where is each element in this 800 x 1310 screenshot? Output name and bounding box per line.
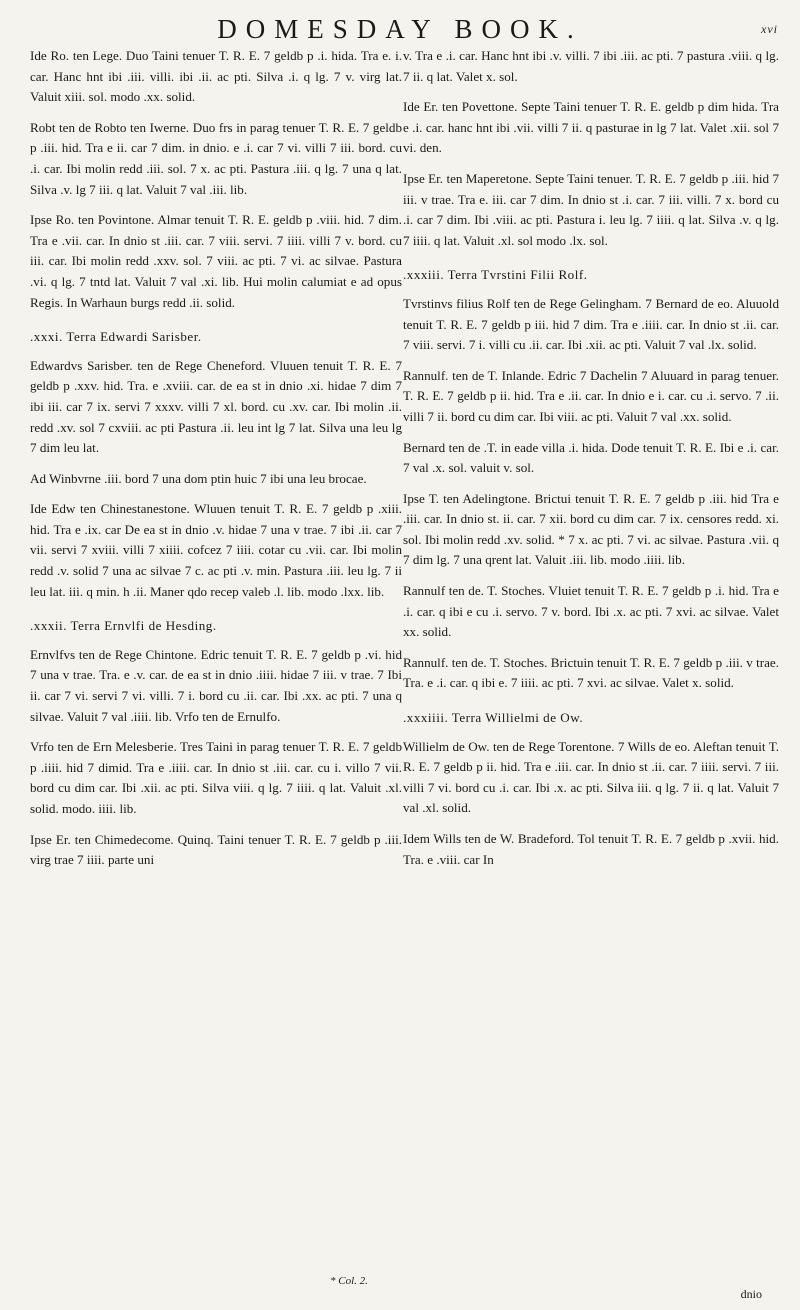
manor-entry: Edwardvs Sarisber. ten de Rege Cheneford. Vluuen tenuit T. R. E. 7 geldb p .xxv. hid. Tra. e .xviii. car. de ea st in dnio .xi. hidae 7 dim 7 ibi iii. car 7 ix. servi 7 xxxv. villi 7 xl. bord. cu .xv. car. Ibi molin .ii. redd .xv. sol 7 cxviii. ac pti Pastura .ii. leu int lg 7 lat. Silva una leu lg 7 dim leu lat. bbox=[30, 357, 402, 456]
manor-entry: Ipse Er. ten Maperetone. Septe Taini tenuer. T. R. E. 7 geldb p .iii. hid 7 iii. v trae. Tra e. iii. car 7 dim. In dnio st .i. car. 7 iii. villi. 7 x. bord cu .i. car 7 dim. Ibi .viii. ac pti. Pastura i. leu lg. 7 iiii. q lat. Silva .v. q lg. 7 iiii. q lat. Valuit .xl. sol modo .lx. sol. bbox=[403, 170, 779, 248]
left-column bbox=[30, 46, 402, 871]
manor-entry: Idem Wills ten de W. Bradeford. Tol tenuit T. R. E. 7 geldb p .xvii. hid. Tra. e .viii. car In bbox=[403, 831, 779, 867]
chapter-heading: .xxxii. Terra Ernvlfi de Hesding. bbox=[30, 618, 217, 634]
manor-entry: Tvrstinvs filius Rolf ten de Rege Gelingham. 7 Bernard de eo. Aluuold tenuit T. R. E. 7 geldb p iii. hid 7 dim. Tra e .iiii. car. In dnio st .ii. car. 7 viii. servi. 7 i. villi cu .ii. car. Ibi .xii. ac pti. Valuit 7 val .lx. solid. bbox=[403, 295, 779, 353]
chapter-heading: .xxxi. Terra Edwardi Sarisber. bbox=[30, 329, 202, 345]
manor-entry: Vrfo ten de Ern Melesberie. Tres Taini in parag tenuer T. R. E. 7 geldb p .iiii. hid 7 dimid. Tra e .iiii. car. In dnio st .iii. car. cu i. villo 7 vii. bord cu dim car. Ibi .xii. ac pti. Silva viii. q lg. 7 iiii. q lat. Valuit .xl. solid. modo. iiii. lib. bbox=[30, 739, 402, 816]
running-title: DOMESDAY BOOK. bbox=[217, 14, 583, 44]
manor-entry: Ide Ro. ten Lege. Duo Taini tenuer T. R. E. 7 geldb p .i. hida. Tra e. i. car. Hanc hnt ibi .iii. villi. ibi .ii. ac pti. Silva .i. q lg. 7 v. virg lat. Valuit xiii. sol. modo .xx. solid. bbox=[30, 48, 402, 105]
manor-entry: Willielm de Ow. ten de Rege Torentone. 7 Wills de eo. Aleftan tenuit T. R. E. 7 geldb p ii. hid. Tra e .iii. car. In dnio st .ii. car. 7 iiii. servi. 7 iii. villi 7 vi. bord cu .i. car. Ibi .x. ac pti. Silva iii. q lg. 7 ii. q lat. Valuit 7 val .xl. solid. bbox=[403, 738, 779, 816]
manor-entry: Rannulf. ten de T. Inlande. Edric 7 Dachelin 7 Aluuard in parag tenuer. T. R. E. 7 geldb p ii. hid. Tra e .ii. car. In dnio e i. car. cu .i. servo. 7 .ii. villi 7 ii. bord cu dim car. Ibi viii. ac pti. Valuit 7 val .xx. solid. bbox=[403, 367, 779, 424]
manor-entry: v. Tra e .i. car. Hanc hnt ibi .v. villi. 7 ibi .iii. ac pti. 7 pastura .viii. q lg. 7 ii. q lat. Valet x. sol. bbox=[403, 48, 779, 84]
manor-entry: Ad Winbvrne .iii. bord 7 una dom ptin huic 7 ibi una leu brocae. bbox=[30, 470, 367, 486]
manor-entry: Rannulf ten de. T. Stoches. Vluiet tenuit T. R. E. 7 geldb p .i. hid. Tra e .i. car. q ibi e cu .i. servo. 7 v. bord. Ibi .x. ac pti. 7 xvi. ac silvae. Valet xx. solid. bbox=[403, 583, 779, 640]
manor-entry: Robt ten de Robto ten Iwerne. Duo frs in parag tenuer T. R. E. 7 geldb p .iii. hid. Tra e ii. car 7 dim. in dnio. e .i. car 7 vi. villi 7 iii. bord. cu .i. car. Ibi molin redd .iii. sol. 7 x. ac pti. Pastura .iii. q lg. 7 una q lat. Silva .v. lg 7 iii. q lat. Valuit 7 val .iii. lib. bbox=[30, 119, 402, 197]
footnote: * Col. 2. bbox=[330, 1275, 368, 1287]
manor-entry: Ernvlfvs ten de Rege Chintone. Edric tenuit T. R. E. 7 geldb p .vi. hid 7 una v trae. Tra. e .v. car. de ea st in dnio .iiii. hidae 7 iii. v trae. 7 Ibi ii. car 7 vi. servi 7 vi. villi. 7 i. bord cu .ii. car. Ibi .xx. ac pti. 7 una q silvae. Valuit 7 val .iiii. lib. Vrfo ten de Ernulfo. bbox=[30, 646, 402, 724]
right-column bbox=[403, 46, 779, 870]
catchword: dnio bbox=[740, 1287, 762, 1301]
manor-entry: Ide Er. ten Povettone. Septe Taini tenuer T. R. E. geldb p dim hida. Tra e .i. car. hanc hnt ibi .vii. villi 7 ii. q pasturae in lg 7 lat. Valet .xii. sol 7 vi. den. bbox=[403, 99, 779, 156]
manor-entry: Rannulf. ten de. T. Stoches. Brictuin tenuit T. R. E. 7 geldb p .iii. v trae. Tra. e .i. car. q ibi e. 7 iiii. ac pti. 7 xvi. ac silvae. Valet x. solid. bbox=[403, 654, 779, 691]
chapter-heading: .xxxiii. Terra Tvrstini Filii Rolf. bbox=[403, 267, 588, 283]
manor-entry: Ipse Er. ten Chimedecome. Quinq. Taini tenuer T. R. E. 7 geldb p .iii. virg trae 7 iiii. parte uni bbox=[30, 831, 402, 868]
manor-entry: Bernard ten de .T. in eade villa .i. hida. Dode tenuit T. R. E. Ibi e .i. car. 7 val .x. sol. valuit v. sol. bbox=[403, 439, 779, 476]
chapter-heading: .xxxiiii. Terra Willielmi de Ow. bbox=[403, 710, 584, 726]
manor-entry: Ipse Ro. ten Povintone. Almar tenuit T. R. E. geldb p .viii. hid. 7 dim. Tra e .vii. car. In dnio st .iii. car. 7 viii. servi. 7 iiii. villi 7 v. bord. cu iii. car. Ibi molin redd .xxv. sol. 7 viii. ac pti. 7 vi. ac silvae. Pastura .vi. q lg. 7 tntd lat. Valuit 7 val .xi. lib. Hui molin calumiat e ad opus Regis. In Warhaun burgs redd .ii. solid. bbox=[30, 212, 402, 310]
manor-entry: Ipse T. ten Adelingtone. Brictui tenuit T. R. E. 7 geldb p .iii. hid Tra e .iii. car. In dnio st. ii. car. 7 xii. bord cu dim car. 7 ix. censores redd. xi. sol. Ibi molin redd .xv. solid. * 7 x. ac pti. 7 vi. ac silvae. Pastura .vii. q 7 dim lg. 7 una qrent lat. Valuit .iii. lib. modo .iiii. lib. bbox=[403, 490, 779, 568]
folio-number: xvi bbox=[761, 22, 778, 36]
manor-entry: Ide Edw ten Chinestanestone. Wluuen tenuit T. R. E. 7 geldb p .xiii. hid. Tra e .ix. car De ea st in dnio .v. hidae 7 una v trae. 7 ibi .ii. car 7 vii. servi 7 xviii. villi 7 xiiii. cofcez 7 iiii. cotar cu .vii. car. Ibi molin redd .v. solid 7 una ac silvae 7 c. ac pti .v. min. Pastura .iii. leu lg. 7 ii leu lat. iii. q min. h .ii. Maner qdo recep valeb .l. lib. modo .lxx. lib. bbox=[30, 501, 402, 599]
